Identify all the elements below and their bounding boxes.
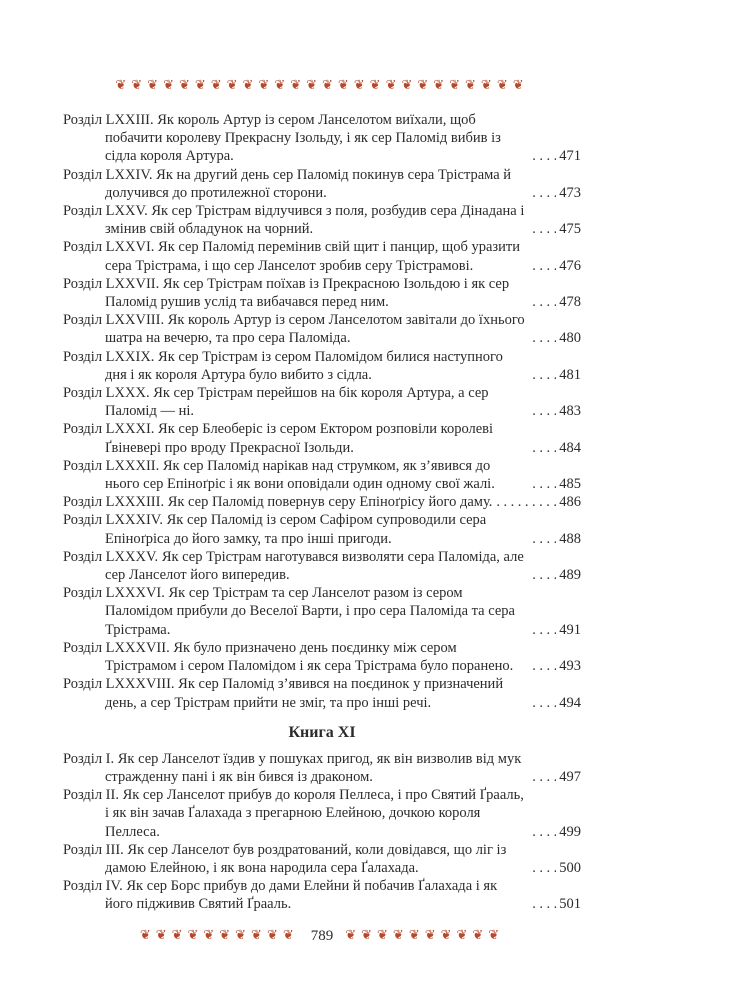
chapter-title: Як було призначено день поєдинку між сером Трістрамом і сером Паломідом і як сера Трістрама було поранено. [105,639,514,675]
chapter-label: Розділ LXXIX. [63,348,155,365]
dot-leader [532,823,556,841]
toc-entry [63,493,581,511]
chapter-title: Як сер Паломід перемінив свій щит і панцир, щоб уразити сера Трістрама, і що сер Ланселот зробив серу Трістрамові. [105,239,520,274]
page-ref: 486 [559,494,581,511]
chapter-label: Розділ LXXIV. [63,166,153,183]
toc-entry [63,275,581,311]
toc-entry [63,639,581,675]
dot-leader [532,694,556,712]
toc-entry [63,420,581,456]
page-ref: 489 [559,567,581,584]
dot-leader [532,475,556,493]
chapter-title: Як сер Трістрам перейшов на бік короля Артура, а сер Паломід — ні. [105,385,489,420]
chapter-title: Як сер Паломід нарікав над струмком, як з’явився до нього сер Епіноґріс і як вони оповідали один одному свої жалі. [105,457,495,493]
toc-entry [63,877,581,913]
chapter-title: Як на другий день сер Паломід покинув сера Трістрама й долучився до протилежної сторони. [105,166,512,201]
toc-entry [63,786,581,841]
ornament-bottom-left: ❦❦❦❦❦❦❦❦❦❦ [139,927,299,943]
entry-text [63,639,528,675]
page-ref: 500 [559,859,581,876]
page-ref: 499 [559,823,581,840]
book-heading: Книга XI [288,723,356,741]
chapter-title: Як сер Трістрам та сер Ланселот разом із сером Паломідом прибули до Веселої Варти, і про сера Паломіда та сера Трістрама. [105,585,515,638]
toc-entry [63,111,581,166]
dot-leader [532,859,556,877]
page-ref: 491 [559,621,581,638]
page-ref: 471 [559,148,581,165]
page-ref: 494 [559,694,581,711]
chapter-label: Розділ LXXVI. [63,239,155,256]
chapter-label: Розділ LXXXIII. [63,494,165,511]
entry-text [63,384,528,420]
chapter-label: Розділ LXXXVIII. [63,676,175,693]
ornament-bottom-right: ❦❦❦❦❦❦❦❦❦❦ [345,927,505,943]
page-ref: 493 [559,658,581,675]
toc-entry [63,584,581,639]
toc-entry [63,311,581,347]
chapter-title: Як сер Паломід з’явився на поєдинок у призначений день, а сер Трістрам прийти не зміг, та про інші речі. [105,676,504,711]
entry-text [63,457,528,493]
entry-text [63,584,528,639]
dot-leader [532,366,556,384]
toc-book-xi [63,750,581,914]
page-number: 789 [310,927,334,944]
ornament-top-border: ❦❦❦❦❦❦❦❦❦❦❦❦❦❦❦❦❦❦❦❦❦❦❦❦❦❦ [115,78,529,93]
entry-text [63,511,528,547]
dot-leader [532,184,556,202]
toc-entry [63,202,581,238]
entry-text [63,841,528,877]
chapter-label: Розділ LXXXVII. [63,639,170,656]
page-ref: 497 [559,768,581,785]
entry-text [63,238,528,274]
toc-book-x [63,111,581,712]
dot-leader [496,493,556,511]
chapter-title: Як сер Ланселот прибув до короля Пеллеса, і про Святий Ґрааль, і як він зачав Ґалахада з прегарною Елейною, дочкою короля Пеллеса. [105,787,524,840]
dot-leader [532,147,556,165]
page-ref: 480 [559,330,581,347]
dot-leader [532,402,556,420]
entry-text [63,311,528,347]
chapter-label: Розділ LXXVIII. [63,312,165,329]
entry-text [63,166,528,202]
page-ref: 484 [559,439,581,456]
toc-entry [63,348,581,384]
chapter-label: Розділ LXXXI. [63,421,155,438]
toc-entry [63,750,581,786]
dot-leader [532,768,556,786]
chapter-label: Розділ LXXXV. [63,548,159,565]
entry-text [63,202,528,238]
entry-text [63,493,492,511]
chapter-title: Як сер Трістрам наготувався визволяти сера Паломіда, але сер Ланселот його випередив. [105,548,524,584]
dot-leader [532,329,556,347]
toc-entry [63,841,581,877]
page-ref: 483 [559,403,581,420]
entry-text [63,750,528,786]
chapter-title: Як сер Паломід із сером Сафіром супроводили сера Епіноґріса до його замку, та про інші пригоди. [105,512,487,547]
entry-text [63,548,528,584]
chapter-label: Розділ LXXX. [63,385,150,402]
dot-leader [532,895,556,913]
chapter-label: Розділ LXXVII. [63,275,160,292]
page-footer [63,928,581,945]
page-ref: 475 [559,221,581,238]
page-ref: 485 [559,476,581,493]
page-ref: 481 [559,366,581,383]
chapter-title: Як сер Паломід повернув серу Епіноґрісу його даму. [167,494,493,511]
chapter-label: Розділ LXXXVI. [63,585,165,602]
chapter-label: Розділ LXXXIV. [63,512,164,529]
chapter-title: Як сер Ланселот їздив у пошуках пригод, як він визволив від мук стражденну пані і як він бився із драконом. [105,750,522,785]
chapter-title: Як сер Блеоберіс із сером Ектором розповіли королеві Ґвіневері про вроду Прекрасної Ізольди. [105,421,494,456]
chapter-title: Як сер Ланселот був роздратований, коли довідався, що ліг із дамою Елейною, і як вона народила сера Ґалахада. [105,841,507,876]
chapter-label: Розділ IV. [63,878,123,895]
chapter-label: Розділ LXXV. [63,203,148,220]
chapter-title: Як сер Трістрам із сером Паломідом билися наступного дня і як короля Артура було вибито з сідла. [105,348,503,383]
chapter-title: Як сер Трістрам відлучився з поля, розбудив сера Дінадана і змінив свій обладунок на чорний. [105,203,525,238]
toc-entry [63,511,581,547]
dot-leader [532,566,556,584]
page-ref: 473 [559,184,581,201]
entry-text [63,675,528,711]
entry-text [63,786,528,841]
dot-leader [532,439,556,457]
toc-entry [63,166,581,202]
dot-leader [532,657,556,675]
entry-text [63,420,528,456]
toc-entry [63,384,581,420]
page-ref: 476 [559,257,581,274]
dot-leader [532,530,556,548]
chapter-label: Розділ LXXXII. [63,457,160,474]
chapter-title: Як король Артур із сером Ланселотом завітали до їхнього шатра на вечерю, та про сера Паломіда. [105,312,525,347]
dot-leader [532,621,556,639]
chapter-label: Розділ LXXIII. [63,112,154,128]
dot-leader [532,220,556,238]
chapter-title: Як сер Борс прибув до дами Елейни й побачив Ґалахада і як його підживив Святий Ґрааль. [105,878,498,913]
entry-text [63,877,528,913]
entry-text [63,275,528,311]
toc-entry [63,675,581,711]
entry-text [63,111,528,166]
page-ref: 488 [559,530,581,547]
page-ref: 478 [559,294,581,311]
toc-entry [63,548,581,584]
entry-text [63,348,528,384]
chapter-title: Як сер Трістрам поїхав із Прекрасною Ізольдою і як сер Паломід рушив услід та вибачався перед ним. [105,275,510,311]
dot-leader [532,293,556,311]
chapter-label: Розділ II. [63,787,119,804]
dot-leader [532,257,556,275]
chapter-title: Як король Артур із сером Ланселотом виїхали, щоб побачити королеву Прекрасну Ізольду, і як сер Паломід вибив із сідла короля Артура. [105,112,501,165]
chapter-label: Розділ III. [63,841,124,858]
toc-entry [63,238,581,274]
chapter-label: Розділ I. [63,750,115,767]
toc-entry [63,457,581,493]
page-ref: 501 [559,896,581,913]
